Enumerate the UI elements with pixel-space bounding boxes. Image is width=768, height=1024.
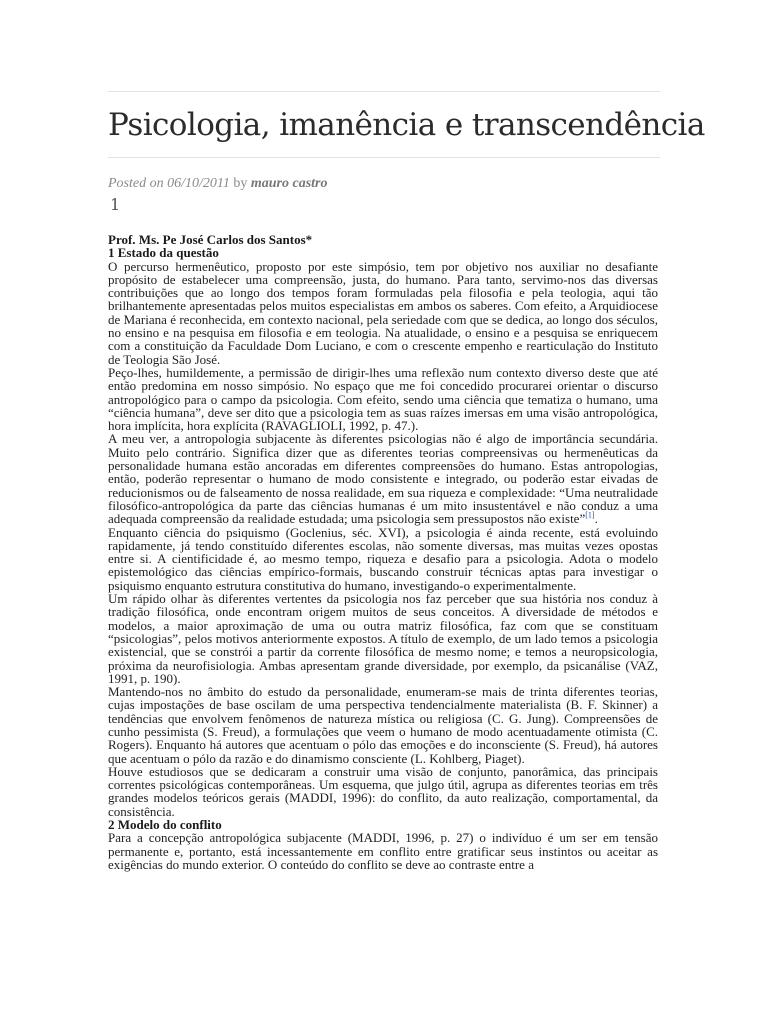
footnote-link[interactable]: [1] [585,510,595,520]
section-heading-1: 1 Estado da questão [108,245,219,261]
paragraph: O percurso hermenêutico, proposto por este simpósio, tem por objetivo nos auxiliar no desafiante propósito de estabelecer uma compreensão, justa, do humano. Para tanto, servimo-nos das diversas contribuições que ao longo dos tempos foram formuladas pela filosofia e pela teologia, aqui tão brilhantemente apresentadas pelos muitos especialistas em ambos os saberes. Com efeito, a Arquidiocese de Mariana é reconhecida, em contexto nacional, pela seriedade com que se dedica, ao longo dos séculos, no ensino e na pesquisa em filosofia e em teologia. Na atualidade, o ensino e a pesquisa se enriquecem com a constituição da Faculdade Dom Luciano, e com o crescente empenho e rearticulação do Instituto de Teologia São José. [108,258,658,367]
post-date-link[interactable]: 06/10/2011 [167,176,230,191]
article-body [108,233,658,871]
article-byline: Prof. Ms. Pe José Carlos dos Santos* [108,232,313,247]
post-meta [108,176,327,192]
paragraph [108,432,658,525]
top-divider [108,91,660,92]
paragraph: Para a concepção antropológica subjacente (MADDI, 1996, p. 27) o indivíduo é um ser em tensão permanente e, portanto, está incessantemente em conflito entre gratificar seus instintos ou aceitar as exigências do mundo exterior. O conteúdo do conflito se deve ao contraste entre a [108,830,658,872]
post-title[interactable]: Psicologia, imanência e transcendência [108,107,705,143]
paragraph: Houve estudiosos que se dedicaram a construir uma visão de conjunto, panorâmica, das principais correntes psicológicas contemporâneas. Um esquema, que julgo útil, agrupa as diferentes teorias em três grandes modelos teóricos gerais (MADDI, 1996): do conflito, da auto realização, comportamental, da consistência. [108,763,658,819]
comment-count-link[interactable]: 1 [110,195,121,214]
paragraph: Peço-lhes, humildemente, a permissão de dirigir-lhes uma reflexão num contexto diverso deste que até então predomina em nosso simpósio. No espaço que me foi concedido procurarei orientar o discurso antropológico para o campo da psicologia. Com efeito, sendo uma ciência que tematiza o humano, uma “ciência humana”, deve ser dito que a psicologia tem as suas raízes imersas em uma visão antropológica, hora implícita, hora explícita (RAVAGLIOLI, 1992, p. 47.). [108,364,658,434]
author-link[interactable]: mauro castro [250,176,328,191]
title-divider [108,157,660,158]
by-label: by [233,176,248,191]
paragraph-text: A meu ver, a antropologia subjacente às diferentes psicologias não é algo de importância secundária. Muito pelo contrário. Significa dizer que as diferentes teorias compreensivas ou hermenêuticas da personalidade humana estão ancoradas em diferentes compreensões do humano. Estas antropologias, então, poderão representar o humano de modo consistente e integrado, ou poderão estar eivadas de reducionismos ou de falseamento de nossa realidade, em sua riqueza e complexidade: “Uma neutralidade filosófico-antropológica da parte das ciências humanas é um mito insustentável e não conduz a uma adequada compreensão da realidade estudada; uma psicologia sem pressupostos não existe” [108,431,658,527]
paragraph: Um rápido olhar às diferentes vertentes da psicologia nos faz perceber que sua história nos conduz à tradição filosófica, onde encontram origem muitos de seus conceitos. A diversidade de métodos e modelos, a maior aproximação de uma ou outra matriz filosófica, faz com que se constituam “psicologias”, pelos motivos anteriormente expostos. A título de exemplo, de um lado temos a psicologia existencial, que se constrói a partir da corrente filosófica de mesmo nome; e temos a neuropsicologia, próxima da neurofisiologia. Ambas apresentam grande diversidade, por exemplo, da psicanálise (VAZ, 1991, p. 190). [108,591,658,686]
posted-on-label: Posted on [108,176,164,191]
paragraph: Enquanto ciência do psiquismo (Goclenius, séc. XVI), a psicologia é ainda recente, está evoluindo rapidamente, já tendo constituído diferentes escolas, não somente diversas, mas muitas vezes opostas entre si. A cientificidade é, ao mesmo tempo, riqueza e desafio para a psicologia. Adota o modelo epistemológico das ciências empírico-formais, buscando construir técnicas aptas para investigar o psiquismo enquanto estrutura constitutiva do humano, investigando-o experimentalmente. [108,524,658,593]
paragraph: Mantendo-nos no âmbito do estudo da personalidade, enumeram-se mais de trinta diferentes teorias, cujas impostações de base oscilam de uma perspectiva tendencialmente materialista (B. F. Skinner) a tendências que envolvem fenômenos de natureza mística ou religiosa (C. G. Jung). Compreensões de cunho pessimista (S. Freud), a formulações que veem o humano de modo acentuadamente otimista (C. Rogers). Enquanto há autores que acentuam o pólo das emoções e do inconsciente (S. Freud), há autores que acentuam o pólo da razão e do dinamismo consciente (L. Kohlberg, Piaget). [108,684,658,766]
paragraph-end: . [594,511,598,527]
section-heading-2: 2 Modelo do conflito [108,817,222,833]
